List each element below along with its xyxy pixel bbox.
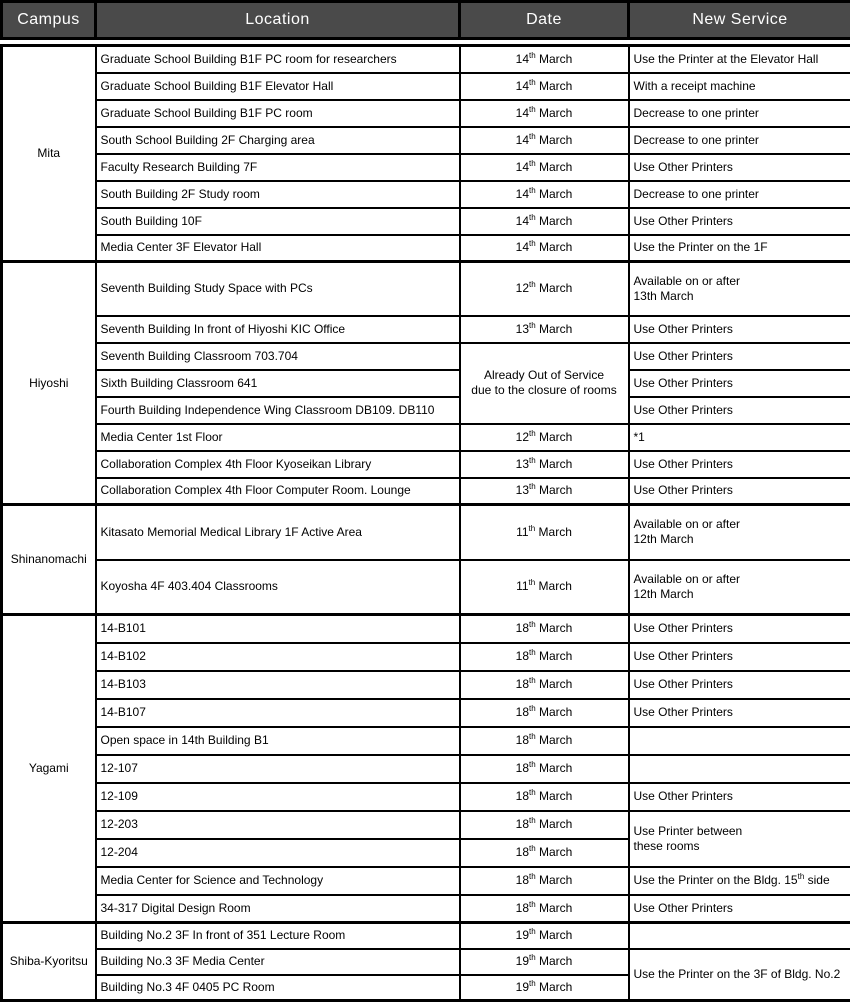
table-row [2,755,850,783]
service-table-body [2,46,850,1001]
location-cell: 14-B102 [96,643,460,671]
table-row [2,46,850,73]
location-cell: 12-204 [96,839,460,867]
date-cell: 14th March [460,100,629,127]
location-cell: Media Center for Science and Technology [96,867,460,895]
table-row [2,370,850,397]
location-cell: 34-317 Digital Design Room [96,895,460,923]
table-row [2,154,850,181]
location-cell: 14-B101 [96,615,460,643]
service-cell: Available on or after 12th March [629,560,850,615]
service-cell: Use Other Printers [629,615,850,643]
header-location: Location [96,2,460,39]
service-cell: Available on or after 13th March [629,262,850,316]
table-row [2,867,850,895]
date-cell: 19th March [460,975,629,1001]
table-row [2,671,850,699]
table-row [2,262,850,316]
date-cell: 14th March [460,154,629,181]
service-table [0,44,850,1002]
location-cell: Media Center 1st Floor [96,424,460,451]
service-cell: Use the Printer at the Elevator Hall [629,46,850,73]
service-cell: Decrease to one printer [629,127,850,154]
campus-cell: Yagami [2,615,96,923]
location-cell: Kitasato Memorial Medical Library 1F Active Area [96,505,460,560]
service-cell: Use Other Printers [629,783,850,811]
date-cell: 14th March [460,46,629,73]
date-cell: 14th March [460,127,629,154]
location-cell: Building No.3 3F Media Center [96,949,460,975]
location-cell: South School Building 2F Charging area [96,127,460,154]
date-cell: 18th March [460,783,629,811]
table-row [2,127,850,154]
date-cell: 14th March [460,235,629,262]
date-cell: 18th March [460,839,629,867]
table-row [2,783,850,811]
service-cell: Use Other Printers [629,316,850,343]
service-cell: Decrease to one printer [629,100,850,127]
campus-cell: Mita [2,46,96,262]
service-cell: Use the Printer on the 3F of Bldg. No.2 [629,949,850,1001]
header-row [2,2,850,39]
location-cell: Collaboration Complex 4th Floor Kyoseikan Library [96,451,460,478]
location-cell: Collaboration Complex 4th Floor Computer Room. Lounge [96,478,460,505]
location-cell: South Building 10F [96,208,460,235]
location-cell: Media Center 3F Elevator Hall [96,235,460,262]
location-cell: Seventh Building Classroom 703.704 [96,343,460,370]
table-row [2,235,850,262]
table-row [2,424,850,451]
service-cell: Available on or after 12th March [629,505,850,560]
service-cell [629,923,850,949]
date-cell: 18th March [460,699,629,727]
table-row [2,505,850,560]
service-cell: With a receipt machine [629,73,850,100]
service-cell: Use Other Printers [629,671,850,699]
date-cell: 14th March [460,181,629,208]
location-cell: Building No.3 4F 0405 PC Room [96,975,460,1001]
date-cell: 18th March [460,615,629,643]
service-cell: *1 [629,424,850,451]
location-cell: Sixth Building Classroom 641 [96,370,460,397]
date-cell: 13th March [460,316,629,343]
service-cell: Use Other Printers [629,478,850,505]
table-row [2,208,850,235]
table-row [2,343,850,370]
service-cell: Use the Printer on the 1F [629,235,850,262]
date-cell: 19th March [460,923,629,949]
table-row [2,699,850,727]
date-cell: 18th March [460,671,629,699]
table-row [2,811,850,839]
service-cell: Use Other Printers [629,895,850,923]
campus-cell: Shiba-Kyoritsu [2,923,96,1001]
table-row [2,727,850,755]
location-cell: Graduate School Building B1F Elevator Hall [96,73,460,100]
location-cell: Seventh Building In front of Hiyoshi KIC Office [96,316,460,343]
location-cell: Faculty Research Building 7F [96,154,460,181]
service-cell: Use Other Printers [629,343,850,370]
table-row [2,316,850,343]
table-row [2,100,850,127]
date-cell: 18th March [460,895,629,923]
date-cell: Already Out of Service due to the closure of rooms [460,343,629,424]
table-row [2,73,850,100]
date-cell: 11th March [460,560,629,615]
date-cell: 19th March [460,949,629,975]
service-cell: Use Other Printers [629,643,850,671]
campus-cell: Shinanomachi [2,505,96,615]
header-date: Date [460,2,629,39]
location-cell: 12-107 [96,755,460,783]
header-new-service: New Service [629,2,850,39]
table-row [2,923,850,949]
table-row [2,895,850,923]
service-cell: Use Printer between these rooms [629,811,850,867]
service-cell: Use Other Printers [629,699,850,727]
location-cell: Fourth Building Independence Wing Classroom DB109. DB110 [96,397,460,424]
table-row [2,560,850,615]
date-cell: 12th March [460,424,629,451]
date-cell: 14th March [460,208,629,235]
table-row [2,615,850,643]
date-cell: 12th March [460,262,629,316]
service-cell: Use Other Printers [629,397,850,424]
date-cell: 13th March [460,478,629,505]
table-row [2,478,850,505]
header-campus: Campus [2,2,96,39]
location-cell: 12-109 [96,783,460,811]
service-cell: Use the Printer on the Bldg. 15th side [629,867,850,895]
date-cell: 11th March [460,505,629,560]
location-cell: 14-B107 [96,699,460,727]
location-cell: Graduate School Building B1F PC room for researchers [96,46,460,73]
date-cell: 18th March [460,643,629,671]
location-cell: South Building 2F Study room [96,181,460,208]
service-cell: Use Other Printers [629,370,850,397]
date-cell: 18th March [460,867,629,895]
location-cell: Koyosha 4F 403.404 Classrooms [96,560,460,615]
date-cell: 14th March [460,73,629,100]
date-cell: 18th March [460,811,629,839]
table-row [2,181,850,208]
service-cell: Use Other Printers [629,451,850,478]
service-cell [629,755,850,783]
date-cell: 18th March [460,727,629,755]
table-row [2,643,850,671]
service-cell: Decrease to one printer [629,181,850,208]
campus-cell: Hiyoshi [2,262,96,505]
location-cell: Seventh Building Study Space with PCs [96,262,460,316]
date-cell: 13th March [460,451,629,478]
service-cell: Use Other Printers [629,154,850,181]
location-cell: Open space in 14th Building B1 [96,727,460,755]
date-cell: 18th March [460,755,629,783]
location-cell: Building No.2 3F In front of 351 Lecture Room [96,923,460,949]
location-cell: 14-B103 [96,671,460,699]
table-row [2,451,850,478]
table-header [0,0,850,40]
location-cell: Graduate School Building B1F PC room [96,100,460,127]
location-cell: 12-203 [96,811,460,839]
table-row [2,949,850,975]
service-cell: Use Other Printers [629,208,850,235]
service-cell [629,727,850,755]
table-row [2,397,850,424]
